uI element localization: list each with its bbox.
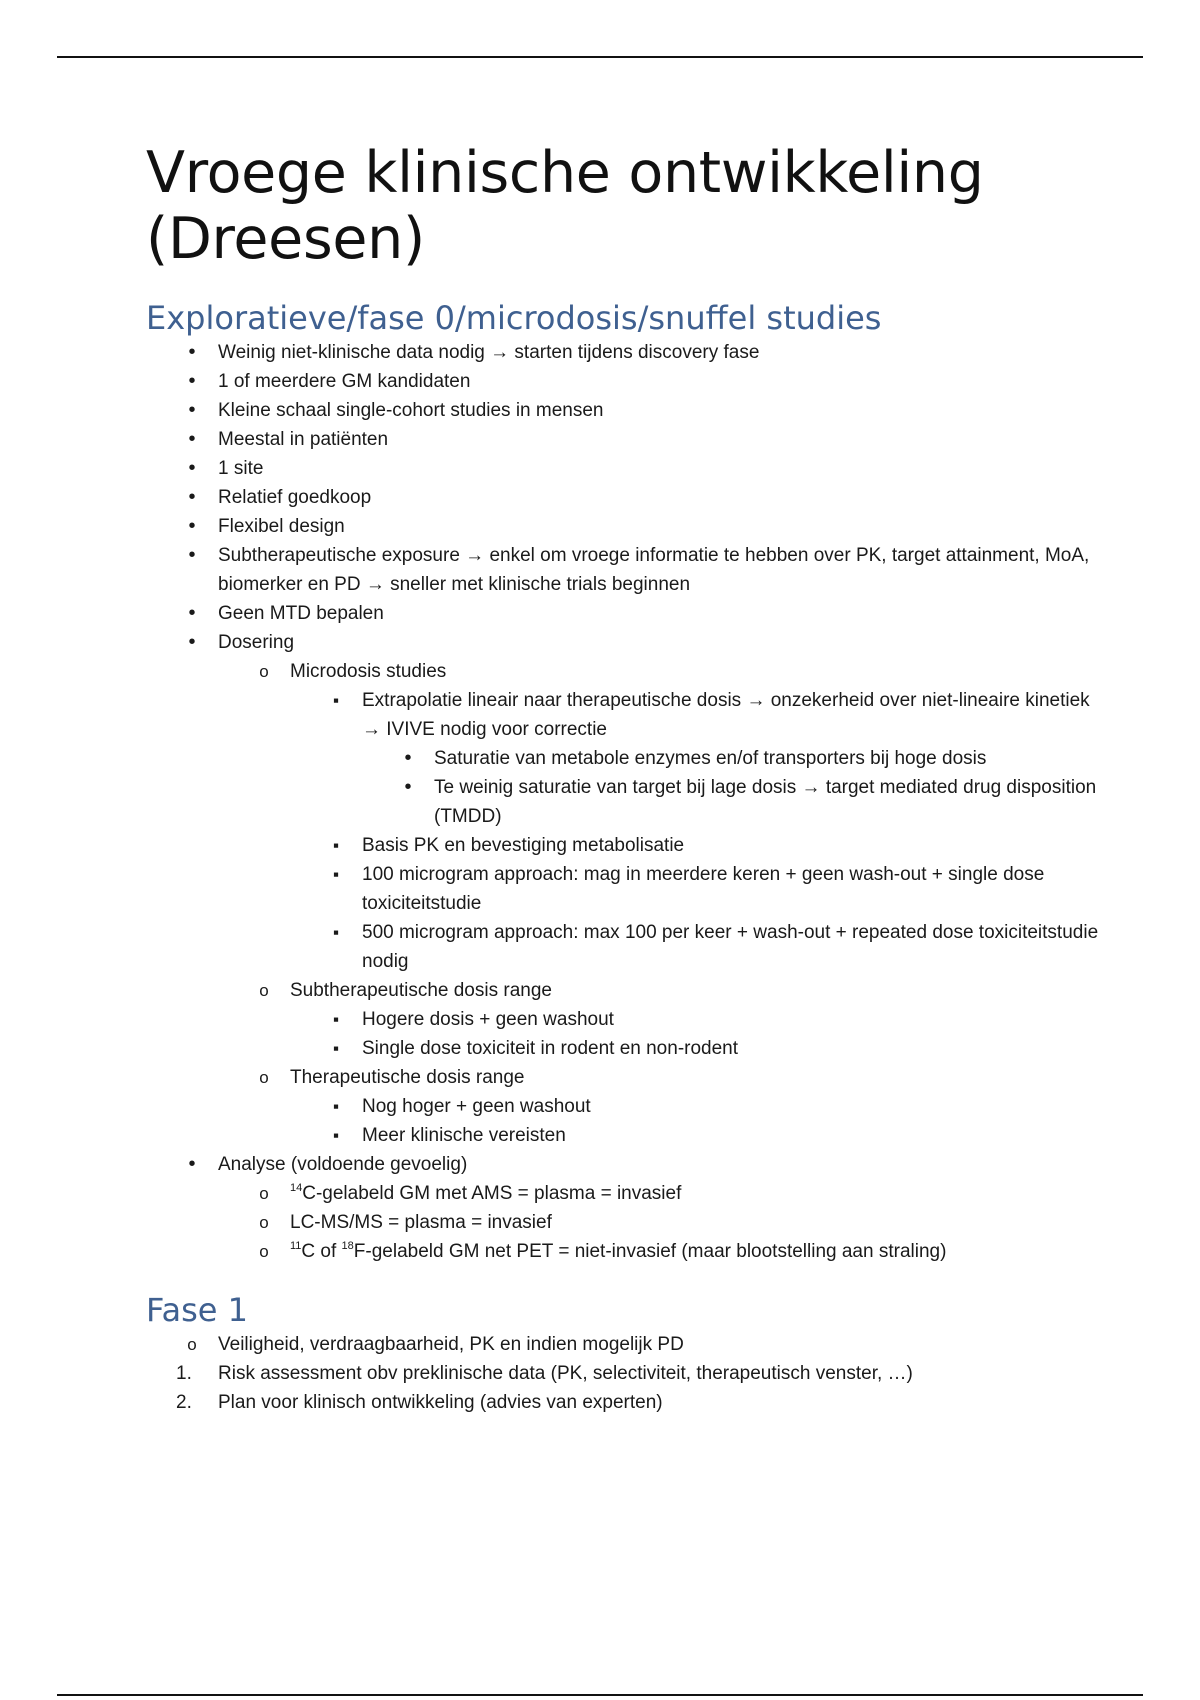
list-item: • 1 of meerdere GM kandidaten	[146, 367, 1106, 396]
circle-bullet-icon	[254, 1063, 274, 1092]
square-bullet-icon	[326, 1121, 346, 1150]
bullet-icon	[398, 744, 418, 773]
square-bullet-icon	[326, 1092, 346, 1121]
list-number: 1.	[176, 1363, 192, 1384]
square-bullet-icon	[326, 686, 346, 715]
dosering-sublist	[218, 657, 1106, 1150]
bullet-icon	[182, 454, 202, 483]
footer-rule	[57, 1694, 1143, 1696]
square-bullet-icon	[326, 860, 346, 889]
bullet-icon	[182, 599, 202, 628]
list-item-therapeutisch: o Therapeutische dosis range ▪ Nog hoger + geen washout ▪ Meer klinische vereisten	[218, 1063, 1106, 1150]
bullet-icon	[182, 396, 202, 425]
square-bullet-icon	[326, 831, 346, 860]
list-item-analyse: • Analyse (voldoende gevoelig) o $^{14}$C-gelabeld GM met AMS = plasma = invasief o LC-MS/MS = plasma = invasief o $^{11}$C of $^{18}$F-gelabeld GM net PET = niet-invasief (maar blootstelling aan straling)	[146, 1150, 1106, 1266]
circle-bullet-icon	[254, 976, 274, 1005]
bullet-icon	[182, 425, 202, 454]
microdosis-sublist	[290, 686, 1106, 976]
list-item: ▪ Hogere dosis + geen washout	[290, 1005, 1106, 1034]
bullet-icon	[182, 512, 202, 541]
subtherapeutisch-sublist	[290, 1005, 1106, 1063]
square-bullet-icon	[326, 1034, 346, 1063]
list-item: ▪ Meer klinische vereisten	[290, 1121, 1106, 1150]
circle-bullet-icon	[182, 1330, 202, 1359]
list-item: • Flexibel design	[146, 512, 1106, 541]
bullet-icon	[398, 773, 418, 802]
list-number: 2.	[176, 1392, 192, 1413]
section-heading-exploratief: Exploratieve/fase 0/microdosis/snuffel studies	[146, 299, 882, 337]
bullet-icon	[182, 338, 202, 367]
list-item: • Saturatie van metabole enzymes en/of transporters bij hoge dosis	[362, 744, 1106, 773]
list-item: ▪ Basis PK en bevestiging metabolisatie	[290, 831, 1106, 860]
list-item: ▪ 500 microgram approach: max 100 per keer + wash-out + repeated dose toxiciteitstudie nodig	[290, 918, 1106, 976]
list-item: o Veiligheid, verdraagbaarheid, PK en indien mogelijk PD	[146, 1330, 1106, 1359]
section-fase1-list	[146, 1330, 1106, 1417]
list-item-dosering: • Dosering o Microdosis studies ▪ Extrapolatie lineair naar therapeutische dosis → onzekerheid over niet-lineaire kinetiek → IVIVE nodig voor correctie • Saturatie van metabole enzymes en/of transporters bij hoge dosis • Te weinig saturatie van target bij lage dosis → target mediated drug disposition (TMDD) ▪ Basis PK en bevestiging metabolisatie ▪ 100 microgram approach: mag in meerdere keren + geen wash-out + single dose toxiciteitstudie ▪ 500 microgram approach: max 100 per keer + wash-out + repeated dose toxiciteitstudie nodig o Subtherapeutische dosis range ▪ Hogere dosis + geen washout ▪ Single dose toxiciteit in rodent en non-rodent o Therapeutische dosis range ▪ Nog hoger + geen washout ▪ Meer klinische vereisten	[146, 628, 1106, 1150]
list-item: o LC-MS/MS = plasma = invasief	[218, 1208, 1106, 1237]
list-item: • Relatief goedkoop	[146, 483, 1106, 512]
header-rule	[57, 56, 1143, 58]
list-item-subtherapeutisch: o Subtherapeutische dosis range ▪ Hogere dosis + geen washout ▪ Single dose toxiciteit in rodent en non-rodent	[218, 976, 1106, 1063]
list-item: • Subtherapeutische exposure → enkel om vroege informatie te hebben over PK, target attainment, MoA, biomerker en PD → sneller met klinische trials beginnen	[146, 541, 1106, 599]
bullet-icon	[182, 1150, 202, 1179]
list-item: o $^{11}$C of $^{18}$F-gelabeld GM net PET = niet-invasief (maar blootstelling aan straling)	[218, 1237, 1106, 1266]
square-bullet-icon	[326, 918, 346, 947]
bullet-icon	[182, 367, 202, 396]
extrapolatie-sublist	[362, 744, 1106, 831]
list-item: • Kleine schaal single-cohort studies in mensen	[146, 396, 1106, 425]
document-body	[146, 140, 1106, 1417]
list-item: • Geen MTD bepalen	[146, 599, 1106, 628]
therapeutisch-sublist	[290, 1092, 1106, 1150]
list-item: 1. Risk assessment obv preklinische data (PK, selectiviteit, therapeutisch venster, …)	[146, 1359, 1106, 1388]
list-item: o $^{14}$C-gelabeld GM met AMS = plasma = invasief	[218, 1179, 1106, 1208]
section-heading-fase1: Fase 1	[146, 1291, 248, 1329]
list-item: • 1 site	[146, 454, 1106, 483]
bullet-icon	[182, 483, 202, 512]
circle-bullet-icon	[254, 1237, 274, 1266]
list-item: • Meestal in patiënten	[146, 425, 1106, 454]
bullet-icon	[182, 628, 202, 657]
list-item: ▪ 100 microgram approach: mag in meerdere keren + geen wash-out + single dose toxiciteitstudie	[290, 860, 1106, 918]
circle-bullet-icon	[254, 657, 274, 686]
list-item: ▪ Extrapolatie lineair naar therapeutische dosis → onzekerheid over niet-lineaire kinetiek → IVIVE nodig voor correctie • Saturatie van metabole enzymes en/of transporters bij hoge dosis • Te weinig saturatie van target bij lage dosis → target mediated drug disposition (TMDD)	[290, 686, 1106, 831]
document-title: Vroege klinische ontwikkeling (Dreesen)	[146, 140, 984, 272]
section-exploratief-list	[146, 338, 1106, 1266]
square-bullet-icon	[326, 1005, 346, 1034]
list-item: 2. Plan voor klinisch ontwikkeling (advies van experten)	[146, 1388, 1106, 1417]
list-item: ▪ Nog hoger + geen washout	[290, 1092, 1106, 1121]
list-item: • Weinig niet-klinische data nodig → starten tijdens discovery fase	[146, 338, 1106, 367]
list-item-microdosis: o Microdosis studies ▪ Extrapolatie lineair naar therapeutische dosis → onzekerheid over niet-lineaire kinetiek → IVIVE nodig voor correctie • Saturatie van metabole enzymes en/of transporters bij hoge dosis • Te weinig saturatie van target bij lage dosis → target mediated drug disposition (TMDD) ▪ Basis PK en bevestiging metabolisatie ▪ 100 microgram approach: mag in meerdere keren + geen wash-out + single dose toxiciteitstudie ▪ 500 microgram approach: max 100 per keer + wash-out + repeated dose toxiciteitstudie nodig	[218, 657, 1106, 976]
analyse-sublist	[218, 1179, 1106, 1266]
circle-bullet-icon	[254, 1208, 274, 1237]
circle-bullet-icon	[254, 1179, 274, 1208]
list-item: ▪ Single dose toxiciteit in rodent en non-rodent	[290, 1034, 1106, 1063]
bullet-icon	[182, 541, 202, 570]
list-item: • Te weinig saturatie van target bij lage dosis → target mediated drug disposition (TMDD)	[362, 773, 1106, 831]
